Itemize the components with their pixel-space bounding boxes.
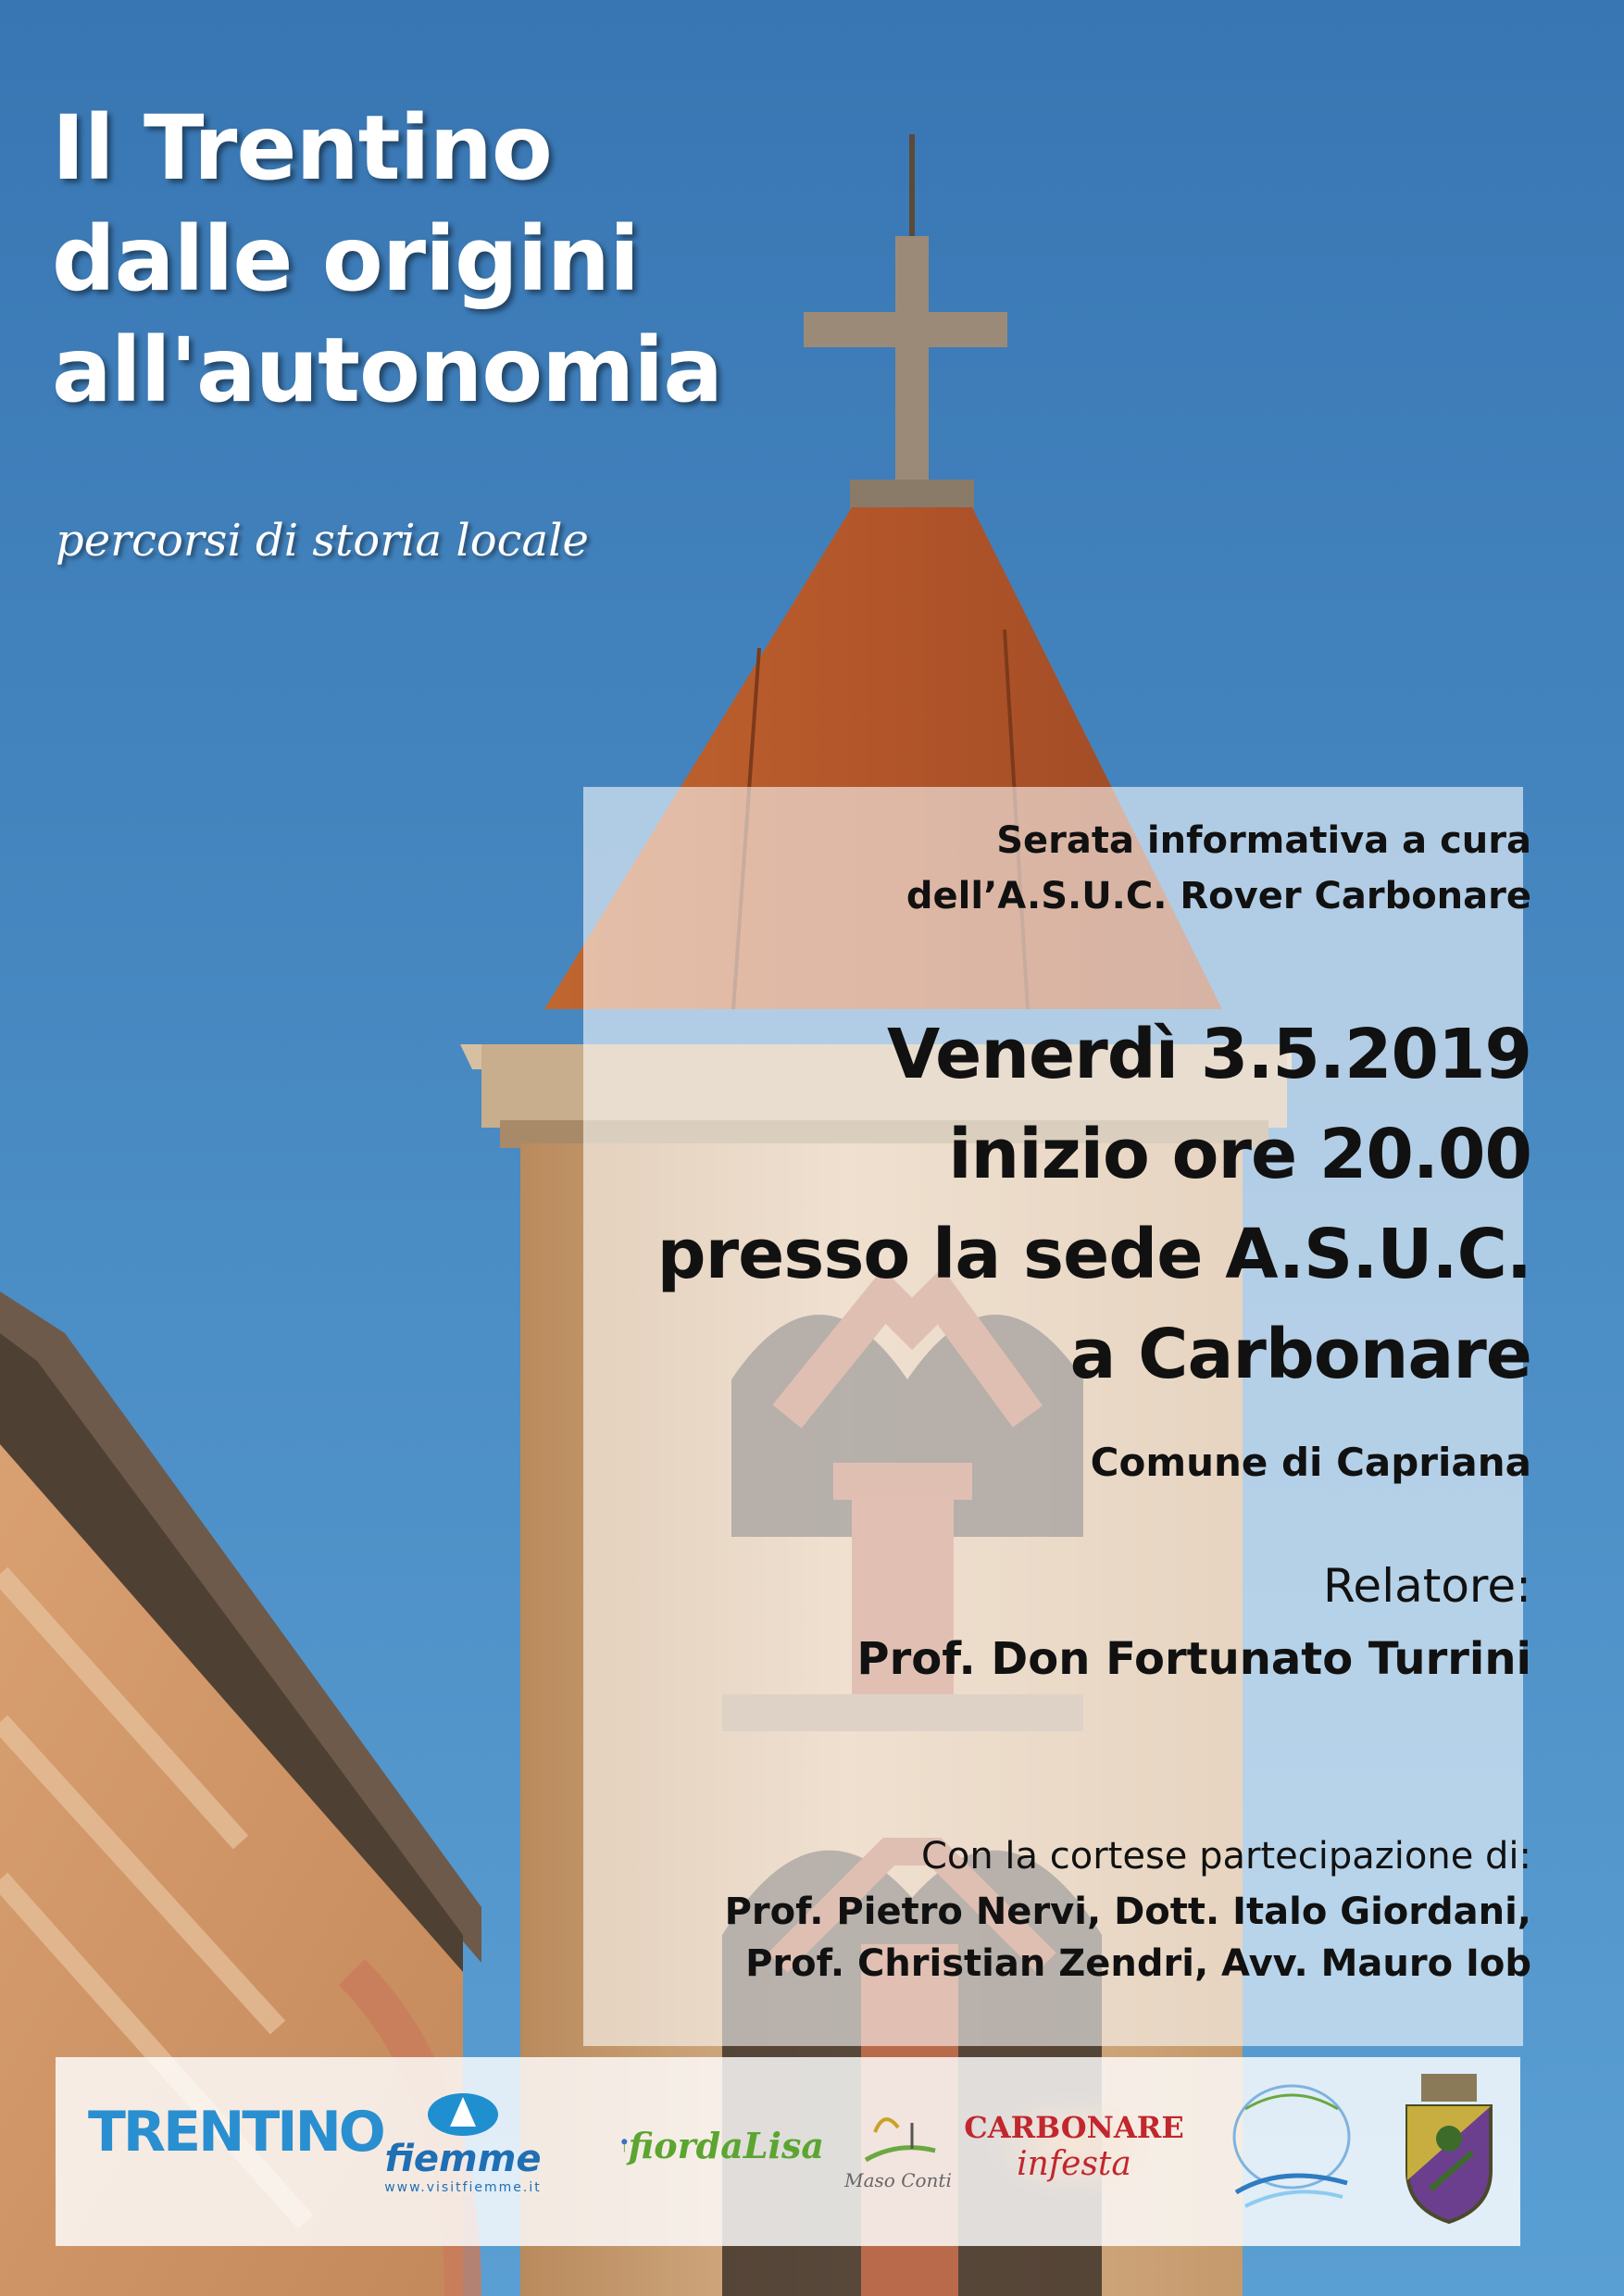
infesta-logo-text: infesta bbox=[1017, 2144, 1131, 2183]
participants-line-1: Prof. Pietro Nervi, Dott. Italo Giordani, bbox=[724, 1890, 1531, 1933]
coat-of-arms-emblem bbox=[1393, 2069, 1505, 2227]
capriana-coat-of-arms bbox=[1389, 2065, 1509, 2231]
poster-title bbox=[52, 93, 722, 426]
organizer-line-2: dell’A.S.U.C. Rover Carbonare bbox=[906, 875, 1531, 917]
trentino-logo: TRENTINO bbox=[88, 2100, 383, 2165]
event-venue: presso la sede A.S.U.C. bbox=[656, 1215, 1531, 1294]
fiemme-logo bbox=[361, 2088, 565, 2199]
pro-loco-capriana-logo bbox=[1218, 2072, 1366, 2220]
speaker-name: Prof. Don Fortunato Turrini bbox=[856, 1633, 1531, 1685]
event-place: a Carbonare bbox=[1069, 1315, 1531, 1394]
participation-label: Con la cortese partecipazione di: bbox=[920, 1835, 1531, 1878]
poster-subtitle: percorsi di storia locale bbox=[56, 515, 589, 567]
event-details bbox=[657, 1004, 1531, 1404]
tree-icon bbox=[426, 2091, 500, 2138]
event-municipality: Comune di Capriana bbox=[1090, 1440, 1531, 1485]
carbonare-in-festa-logo bbox=[964, 2090, 1184, 2202]
participants-line-2: Prof. Christian Zendri, Avv. Mauro Iob bbox=[745, 1942, 1531, 1985]
event-time: inizio ore 20.00 bbox=[948, 1115, 1531, 1194]
participants bbox=[725, 1886, 1531, 1990]
maso-conti-logo bbox=[838, 2088, 958, 2208]
carbonare-logo-text: CARBONARE bbox=[964, 2109, 1184, 2145]
maso-conti-logo-text: Maso Conti bbox=[844, 2169, 952, 2191]
fiordalisa-logo-text: fiordaLisa bbox=[628, 2124, 824, 2166]
farmhouse-icon bbox=[856, 2104, 940, 2169]
fiordalisa-logo bbox=[620, 2094, 824, 2196]
speaker-label: Relatore: bbox=[1322, 1559, 1531, 1613]
cornflower-icon bbox=[620, 2113, 629, 2177]
title-line-2: dalle origini bbox=[52, 207, 639, 311]
fiemme-logo-url: www.visitfiemme.it bbox=[384, 2180, 542, 2195]
organizer-line-1: Serata informativa a cura bbox=[996, 819, 1531, 862]
title-line-1: Il Trentino bbox=[52, 96, 552, 200]
pro-loco-emblem bbox=[1218, 2072, 1366, 2220]
title-line-3: all'autonomia bbox=[52, 318, 722, 422]
event-date: Venerdì 3.5.2019 bbox=[886, 1015, 1531, 1094]
fiemme-logo-text: fiemme bbox=[384, 2138, 542, 2180]
organizer-text bbox=[906, 813, 1531, 924]
